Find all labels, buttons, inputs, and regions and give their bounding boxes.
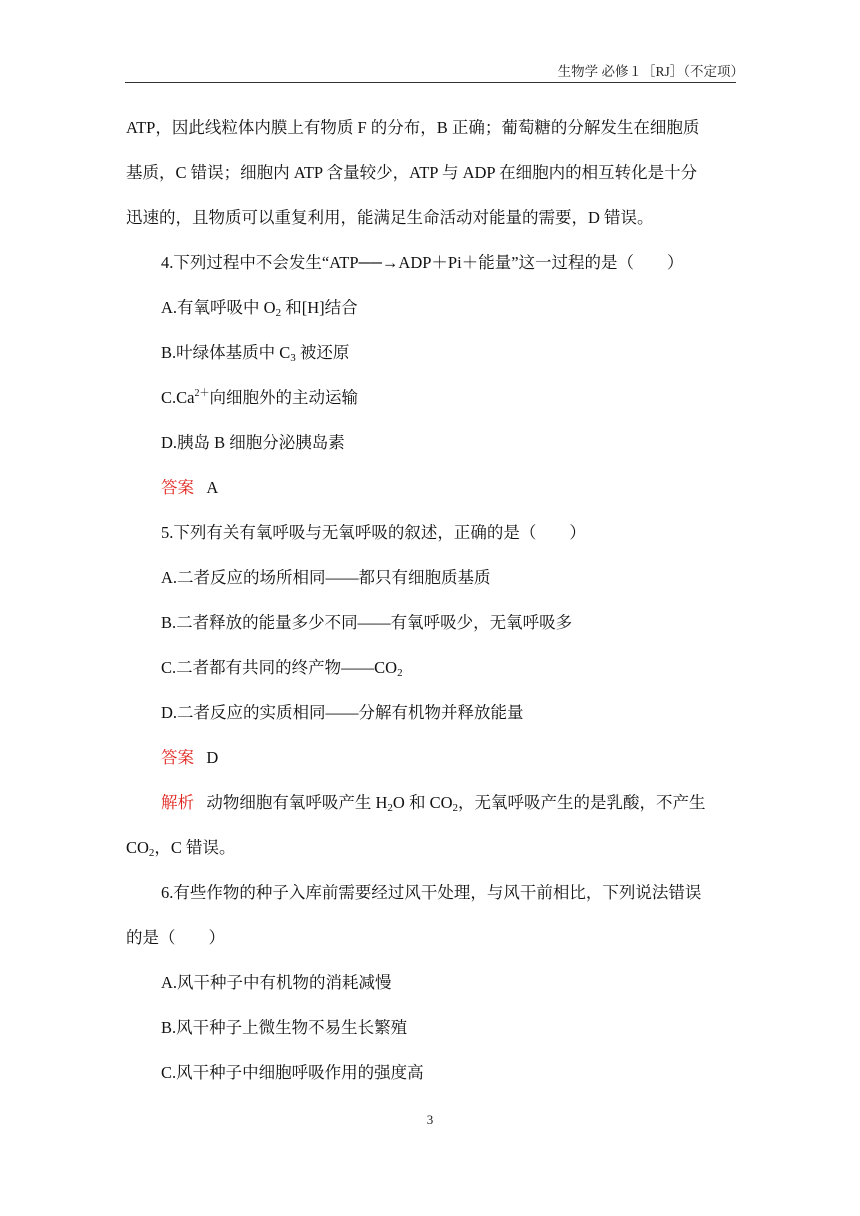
q4-option-c: $C.Ca^{2+}$向细胞外的主动运输	[161, 388, 358, 407]
q4-answer	[161, 477, 218, 499]
q5-analysis-cont: $CO_2$，C 错误。	[126, 838, 236, 859]
question-6-stem: 6.有些作物的种子入库前需要经过风干处理，与风干前相比，下列说法错误	[161, 883, 702, 902]
question-5-stem: 5.下列有关有氧呼吸与无氧呼吸的叙述，正确的是（ ）	[161, 523, 586, 542]
explanation-line: 基质，C 错误；细胞内 ATP 含量较少，ATP 与 ADP 在细胞内的相互转化是十分	[126, 163, 698, 182]
q6-option-c: C.风干种子中细胞呼吸作用的强度高	[161, 1063, 424, 1082]
answer-label: 答案	[161, 478, 194, 497]
question-6-stem-cont: 的是（ ）	[126, 928, 225, 947]
page-number: 3	[426, 1112, 434, 1127]
q4-option-a: A.有氧呼吸中 $O_2$ 和[H]结合	[161, 298, 358, 319]
question-4-stem: 4.下列过程中不会发生“ATP──→ADP＋Pi＋能量”这一过程的是（ ）	[161, 253, 684, 272]
explanation-line: 迅速的，且物质可以重复利用，能满足生命活动对能量的需要，D 错误。	[126, 208, 654, 227]
q6-option-a: A.风干种子中有机物的消耗减慢	[161, 973, 392, 992]
answer-label: 答案	[161, 748, 194, 767]
q5-option-b: B.二者释放的能量多少不同——有氧呼吸少，无氧呼吸多	[161, 613, 573, 632]
q6-option-b: B.风干种子上微生物不易生长繁殖	[161, 1018, 408, 1037]
q4-option-b: B.叶绿体基质中 $C_3$ 被还原	[161, 343, 350, 364]
analysis-label: 解析	[161, 793, 194, 812]
q5-analysis: 解析 动物细胞有氧呼吸产生 $H_2O$ 和 $CO_2$，无氧呼吸产生的是乳酸，不产生	[161, 793, 706, 814]
answer-value: D	[206, 748, 219, 767]
q5-option-d: D.二者反应的实质相同——分解有机物并释放能量	[161, 703, 524, 722]
explanation-line: ATP，因此线粒体内膜上有物质 F 的分布，B 正确；葡萄糖的分解发生在细胞质	[126, 118, 700, 137]
q5-option-a: A.二者反应的场所相同——都只有细胞质基质	[161, 568, 491, 587]
q4-option-d: D.胰岛 B 细胞分泌胰岛素	[161, 433, 345, 452]
q5-option-c: C.二者都有共同的终产物$——CO_2$	[161, 658, 403, 679]
page-header: 生物学 必修１［RJ］（不定项）	[557, 64, 744, 79]
header-rule	[125, 82, 736, 83]
q5-answer	[161, 747, 218, 769]
answer-value: A	[206, 478, 219, 497]
